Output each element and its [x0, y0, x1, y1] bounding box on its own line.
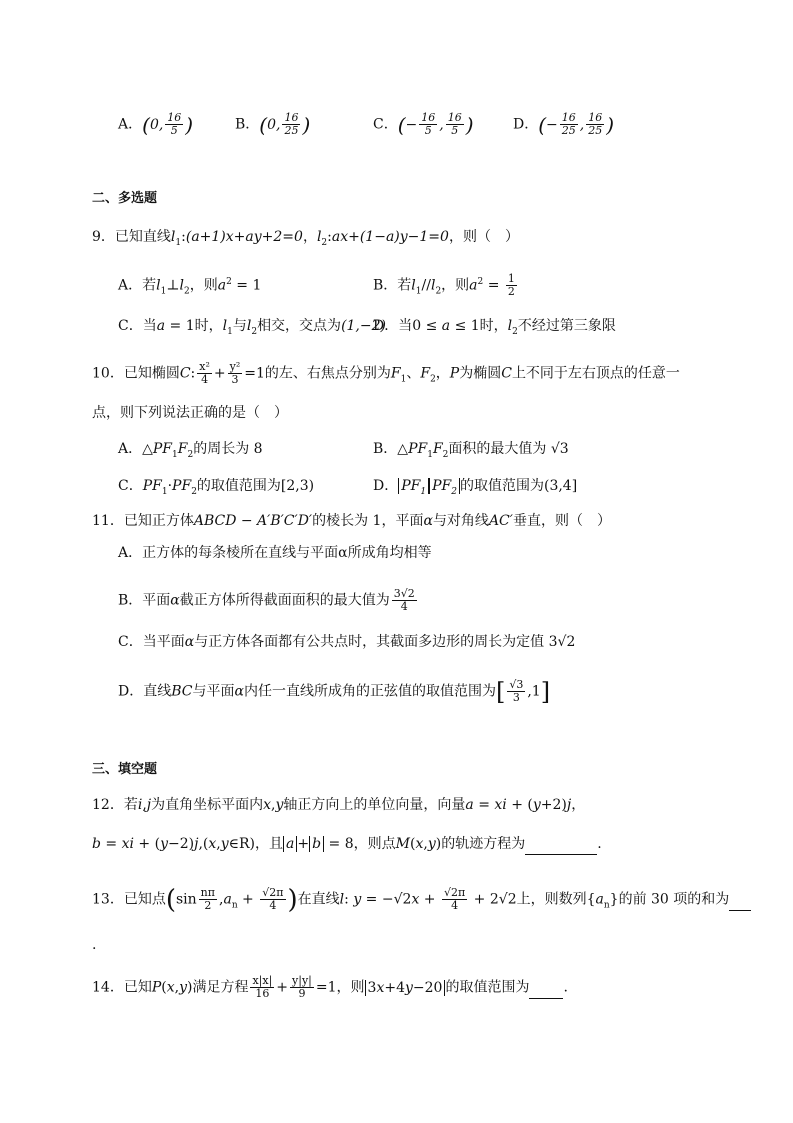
q14-line1: 14．已知P(x,y)满足方程 $\frac{x|x|}{16}$ + $\frac{y|y|}{9}$ =1，则 3x+4y−20 的取值范围为 .: [92, 974, 568, 1000]
q8-option-d-label: D．: [513, 116, 539, 133]
q8-option-c: [373, 112, 474, 137]
q12-line1: 12．若i,j为直角坐标平面内x,y轴正方向上的单位向量，向量a = xi + (y+2)j，: [92, 797, 586, 813]
q8-option-d: [513, 112, 614, 137]
section-heading-fill-in-blank: 三、填空题: [92, 762, 158, 777]
q13-line1: 13．已知点(sin $\frac{n\pi}{2}$ $,a_n$ + $\frac{√2\pi}{4}$ )在直线l: y = −√2x + $\frac{√2\pi}{4}$ + 2√2上，则数列$\{a_n\}$的前 30 项的和为: [92, 887, 751, 915]
q10-option-d: D． $PF_1$ $PF_2$ 的取值范围为(3,4]: [373, 478, 578, 497]
q11-stem: 11．已知正方体ABCD − A′B′C′D′的棱长为 1，平面α与对角线AC′垂直，则（ ）: [92, 513, 611, 529]
q10-stem-line2: 点，则下列说法正确的是（ ）: [92, 405, 288, 421]
q9-option-d: D．当0 ≤ a ≤ 1时，$l_2$不经过第三象限: [373, 318, 616, 337]
q13-answer-blank[interactable]: [729, 890, 751, 911]
q8-option-b: [235, 112, 310, 137]
q9-stem: 9．已知直线$l_1:(a+1)x+ay+2=0$，$l_2:ax+(1-a)y-1=0$，则（ ）: [92, 229, 519, 248]
q14-answer-blank[interactable]: [529, 978, 563, 999]
q8-option-a-label: A．: [118, 116, 143, 133]
q12-answer-blank[interactable]: [525, 834, 597, 855]
q11-option-b: B．平面α截正方体所得截面面积的最大值为 $\frac{3√2}{4}$: [118, 587, 415, 613]
section-heading-multiple-choice: 二、多选题: [92, 191, 158, 206]
q10-option-b: B．$\triangle PF_1F_2$面积的最大值为 √3: [373, 441, 569, 460]
q8-option-b-value: (0, $\frac{16}{25}$ ): [259, 111, 311, 137]
q8-option-a: [118, 112, 193, 137]
q11-option-a: A．正方体的每条棱所在直线与平面α所成角均相等: [118, 545, 432, 561]
q11-option-c: C．当平面α与正方体各面都有公共点时，其截面多边形的周长为定值 3√2: [118, 634, 576, 650]
q11-option-d: D．直线BC与平面α内任一直线所成角的正弦值的取值范围为[ $\frac{√3}{3}$ ,1]: [118, 677, 551, 706]
q9-option-c: C．当a = 1时，$l_1$与$l_2$相交，交点为(1,−2): [118, 318, 386, 337]
q8-option-b-label: B．: [235, 116, 260, 133]
q9-option-b: B．若$l_1//l_2$，则$a^2$ = $\frac{1}{2}$: [373, 272, 515, 299]
q8-option-a-value: (0, $\frac{16}{5}$ ): [142, 111, 194, 137]
q12-line2: b = xi + (y−2)j,(x,y∈R)，且 a + b = 8，则点M(x,y)的轨迹方程为 .: [92, 834, 602, 855]
q8-option-c-label: C．: [373, 116, 398, 133]
q10-stem-line1: 10．已知椭圆C: $\frac{\text{x²}}{4}$ + $\frac{\text{y²}}{3}$ =1的左、右焦点分别为$F_1$、$F_2$，P为椭圆C上不同于左右顶点的任意一: [92, 360, 680, 386]
q10-option-a: A．$\triangle PF_1F_2$的周长为 8: [118, 441, 263, 460]
q13-line2: .: [92, 937, 97, 953]
q8-option-d-value: (− $\frac{16}{25}$ , $\frac{16}{25}$ ): [538, 111, 615, 137]
q8-option-c-value: (− $\frac{16}{5}$ , $\frac{16}{5}$ ): [397, 111, 474, 137]
q10-option-c: C．$PF_1\cdot PF_2$的取值范围为[2,3): [118, 478, 315, 497]
q9-option-a: A．若$l_1\perp l_2$，则$a^2 = 1$: [118, 277, 262, 297]
